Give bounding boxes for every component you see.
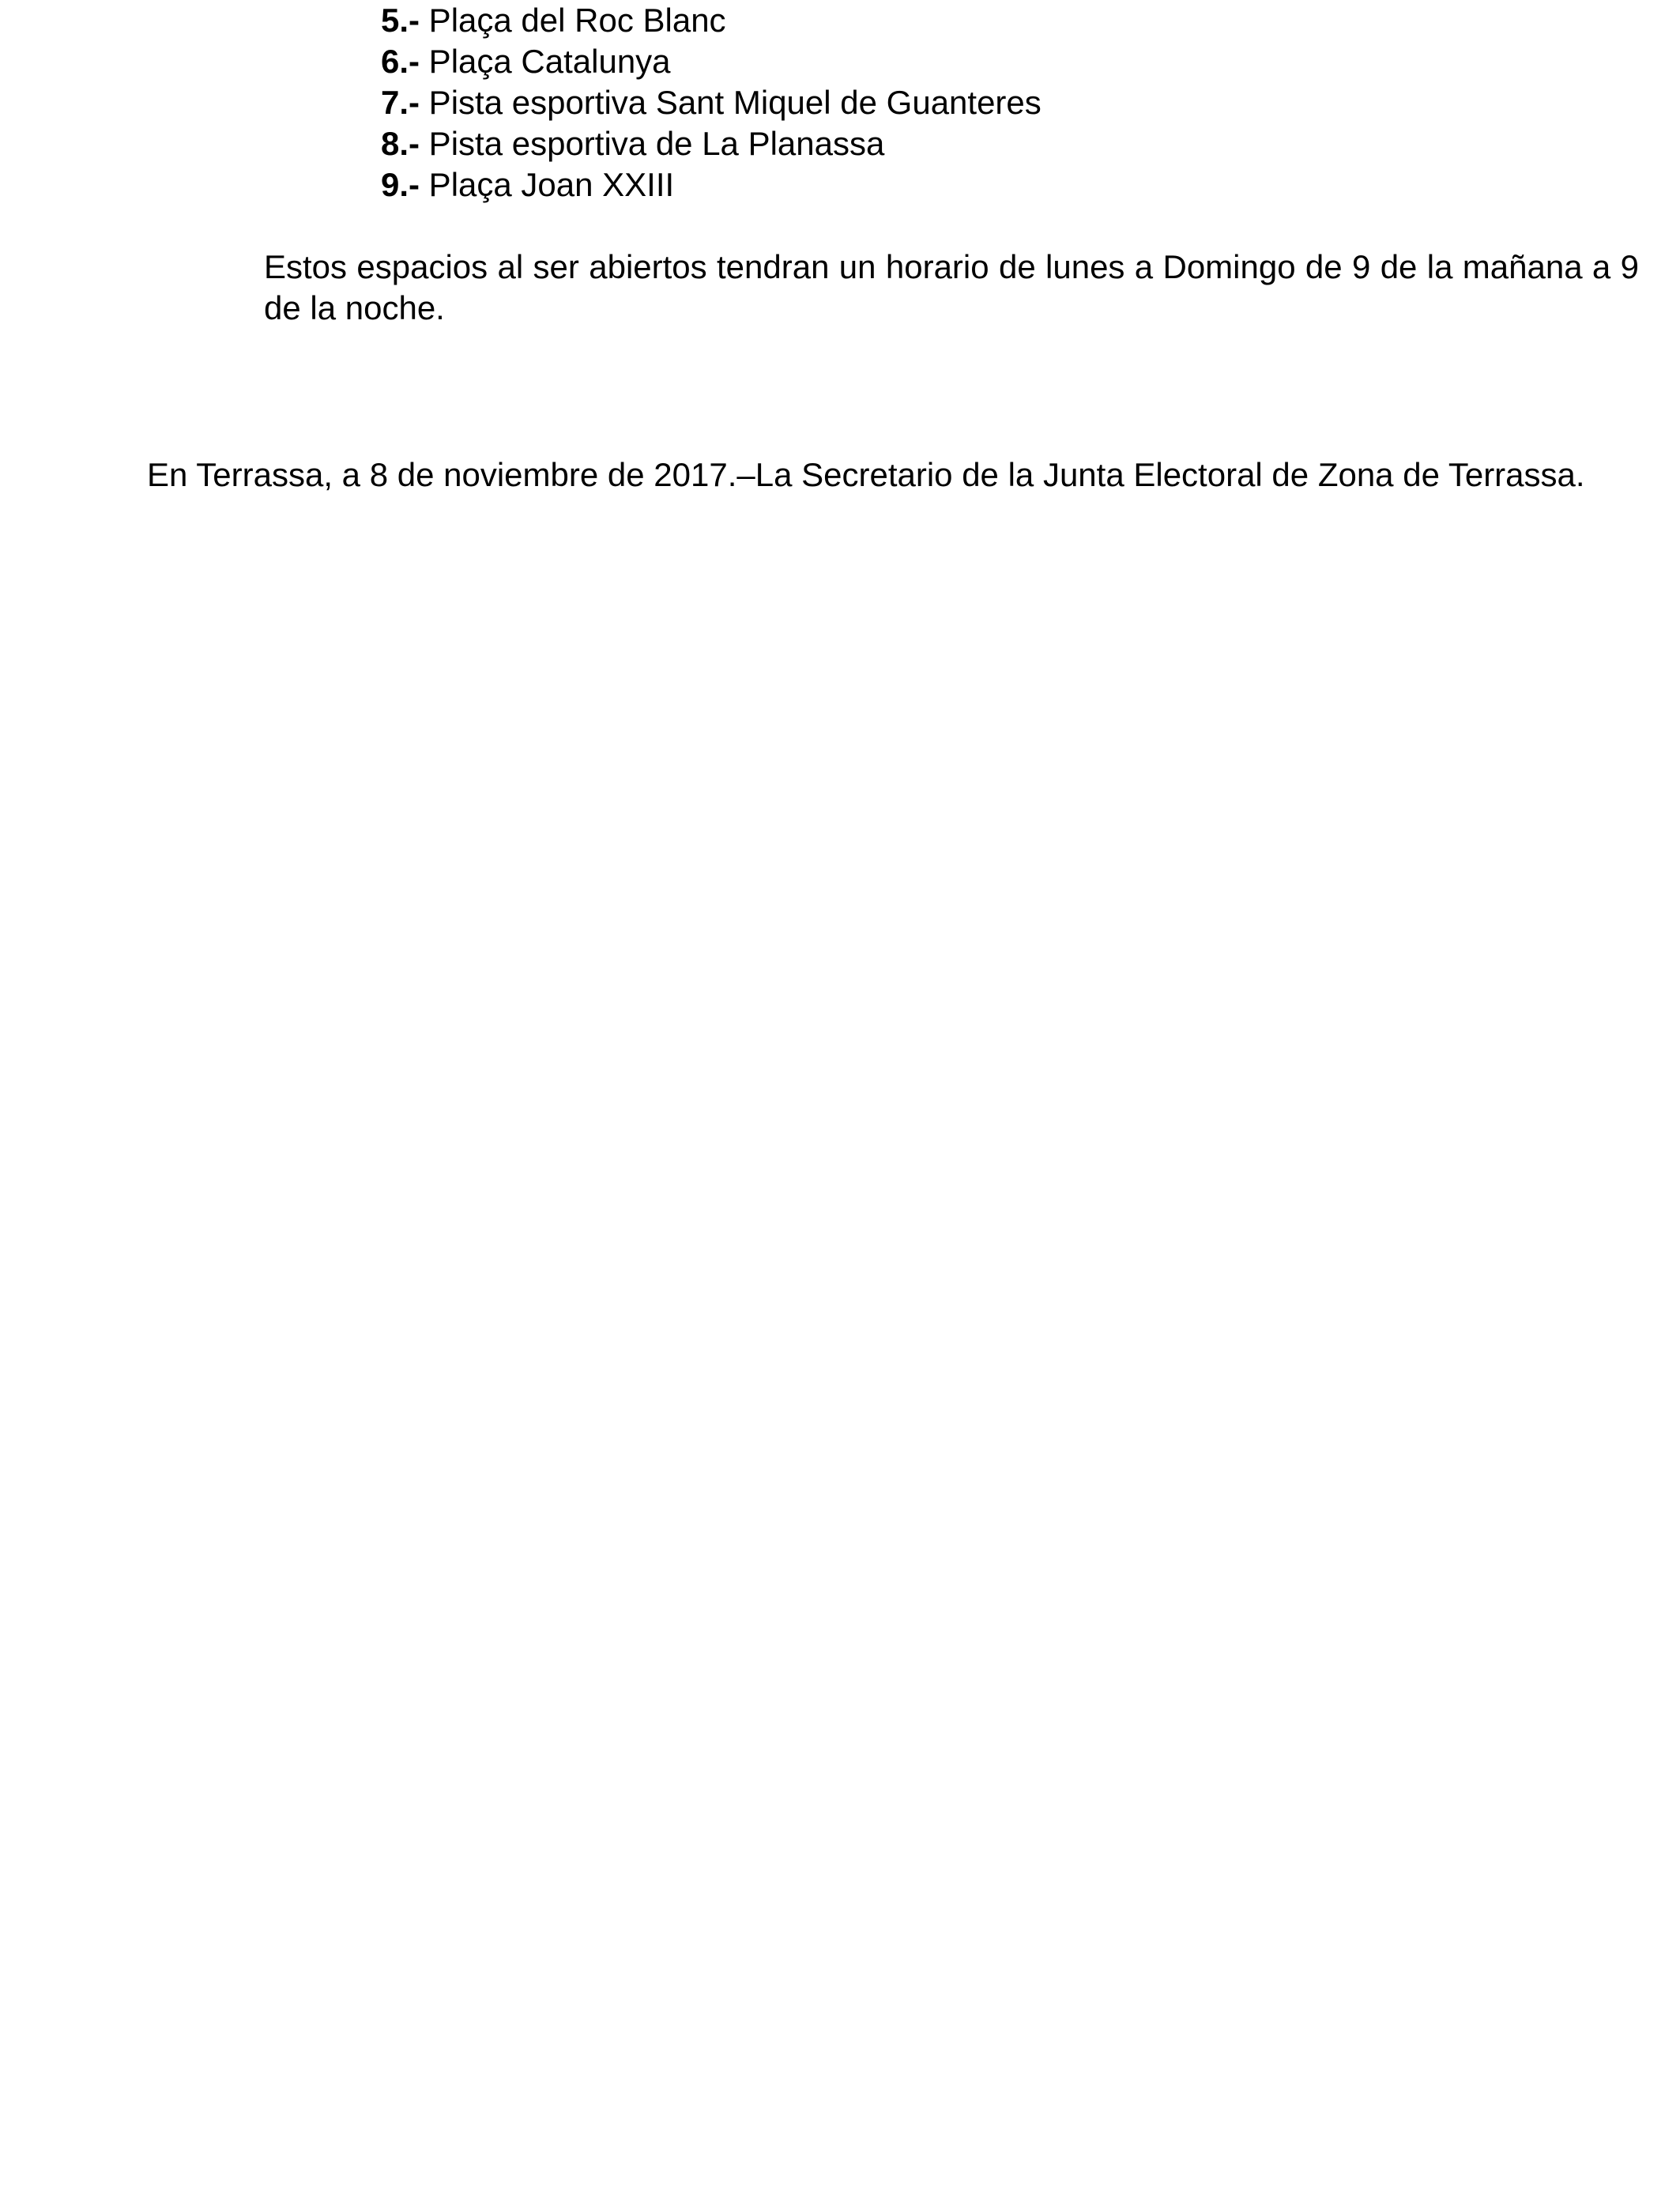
list-item-text: Pista esportiva de La Planassa	[420, 125, 885, 162]
schedule-paragraph: Estos espacios al ser abiertos tendran un horario de lunes a Domingo de 9 de la mañana a 9 de la noche.	[264, 248, 1639, 326]
list-item-text: Plaça Joan XXIII	[420, 166, 675, 203]
closing-statement: En Terrassa, a 8 de noviembre de 2017.–La Secretario de la Junta Electoral de Zona de Terrassa.	[147, 456, 1585, 493]
list-item-number: 7.-	[381, 84, 420, 121]
list-item	[381, 123, 1042, 164]
location-list	[381, 0, 1042, 205]
list-item	[381, 164, 1042, 205]
list-item-text: Plaça Catalunya	[420, 43, 671, 80]
list-item-number: 8.-	[381, 125, 420, 162]
list-item-number: 5.-	[381, 2, 420, 39]
list-item-number: 6.-	[381, 43, 420, 80]
list-item-text: Plaça del Roc Blanc	[420, 2, 726, 39]
list-item	[381, 41, 1042, 82]
list-item	[381, 82, 1042, 123]
list-item	[381, 0, 1042, 41]
list-item-text: Pista esportiva Sant Miquel de Guanteres	[420, 84, 1042, 121]
list-item-number: 9.-	[381, 166, 420, 203]
